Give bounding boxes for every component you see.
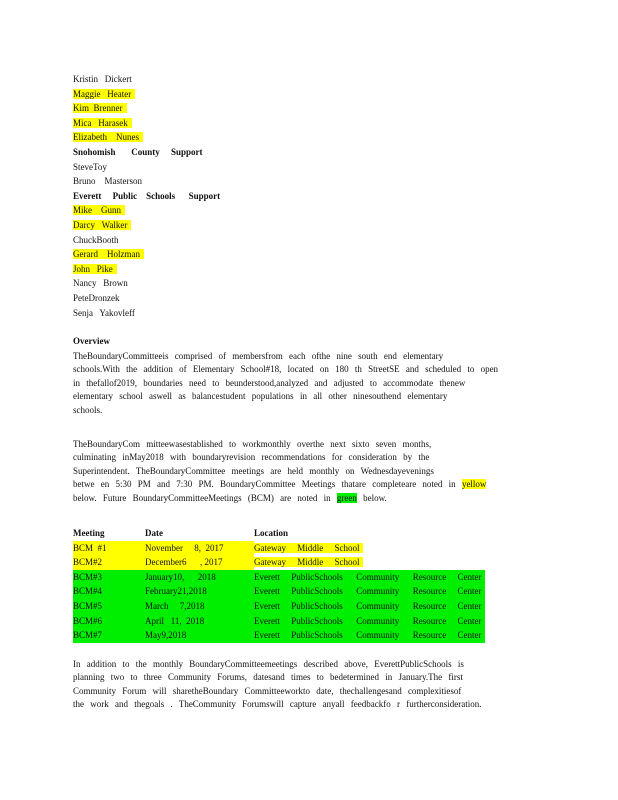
meeting-row [73,541,485,556]
member-name [73,175,142,188]
established-line-yellow [73,478,533,491]
established-line-text: betwe en 5:30 PM and 7:30 PM. BoundaryCommittee Meetings thatare completeare noted in [73,479,456,490]
member-name-text: Mike Gunn [73,205,125,215]
member-name [73,88,135,101]
overview-heading: Overview [73,336,110,346]
overview-line: in thefallof2019, boundaries need to beunderstood,analyzed and adjusted to accommodate thenew [73,377,466,388]
header-location: Location [254,528,289,538]
meeting-date: May9,2018 [145,630,187,641]
established-line-end: below. [363,492,387,503]
header-meeting: Meeting [73,528,105,538]
overview-line: TheBoundaryCommitteeis comprised of membersfrom each ofthe nine south end elementary [73,351,444,361]
meeting-location-cell [254,614,485,629]
meeting-meeting-cell [73,555,145,570]
meeting-meeting-cell [73,584,145,599]
member-name-text: Mica Harasek [73,118,132,128]
member-name-text: Darcy Walker [73,220,131,230]
meeting-meeting: BCM#5 [73,600,103,611]
member-name [73,248,144,261]
meeting-location: Gateway Middle School [254,543,363,553]
meeting-row [73,599,485,614]
member-name-text: Nancy Brown [73,278,128,289]
meeting-meeting: BCM#6 [73,615,103,626]
established-line-start: below. Future BoundaryCommitteeMeetings (BCM) are noted in [73,492,331,503]
meeting-date: November 8, 2017 [145,542,224,553]
member-name [73,292,119,305]
meeting-date: February21,2018 [145,586,207,597]
section-label [73,146,203,159]
meeting-date: April 11, 2018 [145,615,205,626]
meeting-meeting: BCM#7 [73,630,103,641]
member-name [73,131,143,144]
meeting-location-cell [254,584,485,599]
meeting-meeting-cell [73,614,145,629]
member-name [73,161,107,174]
meeting-row [73,584,485,599]
established-line: Superintendent. TheBoundaryCommittee meetings are held monthly on Wednesdayevenings [73,465,434,476]
meeting-row [73,570,485,585]
meeting-date-cell [145,555,254,570]
member-name-text: Kim Brenner [73,103,127,113]
meeting-date: January10, 2018 [145,571,216,582]
meeting-location: Everett PublicSchools Community Resource Center [254,615,482,626]
member-name [73,204,125,217]
meeting-date-cell [145,584,254,599]
meeting-date: March 7,2018 [145,600,205,611]
member-name [73,219,131,232]
overview-line: schools.With the addition of Elementary School#18, located on 180 th StreetSE and scheduled to open [73,364,499,375]
established-line-green [73,492,533,505]
meeting-location: Everett PublicSchools Community Resource Center [254,571,482,582]
established-paragraph [73,438,533,505]
member-name [73,307,135,320]
forums-line: In addition to the monthly BoundaryCommitteemeetings described above, EverettPublicSchools is [73,659,464,669]
meeting-row [73,555,485,570]
meeting-location-cell [254,628,485,643]
meeting-meeting-cell [73,541,145,556]
meeting-location-cell [254,555,485,570]
meeting-date: December6 , 2017 [145,557,223,568]
meeting-date-cell [145,614,254,629]
yellow-highlight-word: yellow [461,479,487,490]
meeting-meeting-cell [73,628,145,643]
meeting-date-cell [145,541,254,556]
overview-line: schools. [73,404,103,415]
green-highlight-word: green [336,492,357,503]
member-name-text: John Pike [73,264,117,274]
member-name-text: Snohomish County Support [73,147,203,157]
meeting-meeting: BCM#2 [73,557,103,568]
member-name [73,102,127,115]
member-name-text: Bruno Masterson [73,176,142,187]
meeting-meeting-cell [73,570,145,585]
member-name [73,263,117,276]
established-line: TheBoundaryCom mitteewasestablished to workmonthly overthe next sixto seven months, [73,439,432,449]
member-name-text: Kristin Dickert [73,74,132,84]
member-name-text: Senja Yakovleff [73,307,135,318]
meeting-date-cell [145,599,254,614]
meeting-location: Gateway Middle School [254,557,363,567]
member-name [73,234,119,247]
forums-line: Community Forum will sharetheBoundary Committeeworkto date, thechallengesand complexitiesof [73,685,462,696]
meeting-meeting: BCM #1 [73,542,107,553]
meeting-meeting: BCM#3 [73,571,103,582]
meeting-meeting: BCM#4 [73,586,103,597]
member-name [73,117,132,130]
meeting-location-cell [254,570,485,585]
member-name-text: Everett Public Schools Support [73,190,221,201]
section-label [73,190,220,203]
meeting-date-cell [145,570,254,585]
overview-paragraph [73,350,533,417]
member-name-text: ChuckBooth [73,234,119,245]
forums-line: planning two to three Community Forums, datesand times to bedetermined in January.The first [73,672,463,683]
overview-line: elementary school aswell as balancestudent populations in all other ninesouthend elementary [73,391,448,402]
header-date: Date [145,528,163,538]
member-name-text: Gerard Holzman [73,249,144,259]
meeting-location: Everett PublicSchools Community Resource Center [254,600,482,611]
member-name [73,73,132,86]
forums-line: the work and thegoals . TheCommunity Forumswill capture anyall feedbackfo r furtherconsideration. [73,699,482,710]
meeting-row [73,614,485,629]
member-name-text: Maggie Heater [73,89,135,99]
established-line: culminating inMay2018 with boundaryrevision recommendations for consideration by the [73,452,430,463]
meeting-location-cell [254,541,485,556]
member-name-text: PeteDronzek [73,293,120,303]
meeting-location: Everett PublicSchools Community Resource Center [254,586,482,597]
member-name-text: Elizabeth Nunes [73,132,143,142]
meeting-date-cell [145,628,254,643]
meeting-table-header [73,526,485,541]
meeting-row [73,628,485,643]
meeting-location-cell [254,599,485,614]
member-name [73,277,128,290]
meeting-location: Everett PublicSchools Community Resource Center [254,630,482,641]
meeting-meeting-cell [73,599,145,614]
forums-paragraph [73,658,533,712]
meeting-table [73,526,485,643]
member-name-text: SteveToy [73,161,107,172]
